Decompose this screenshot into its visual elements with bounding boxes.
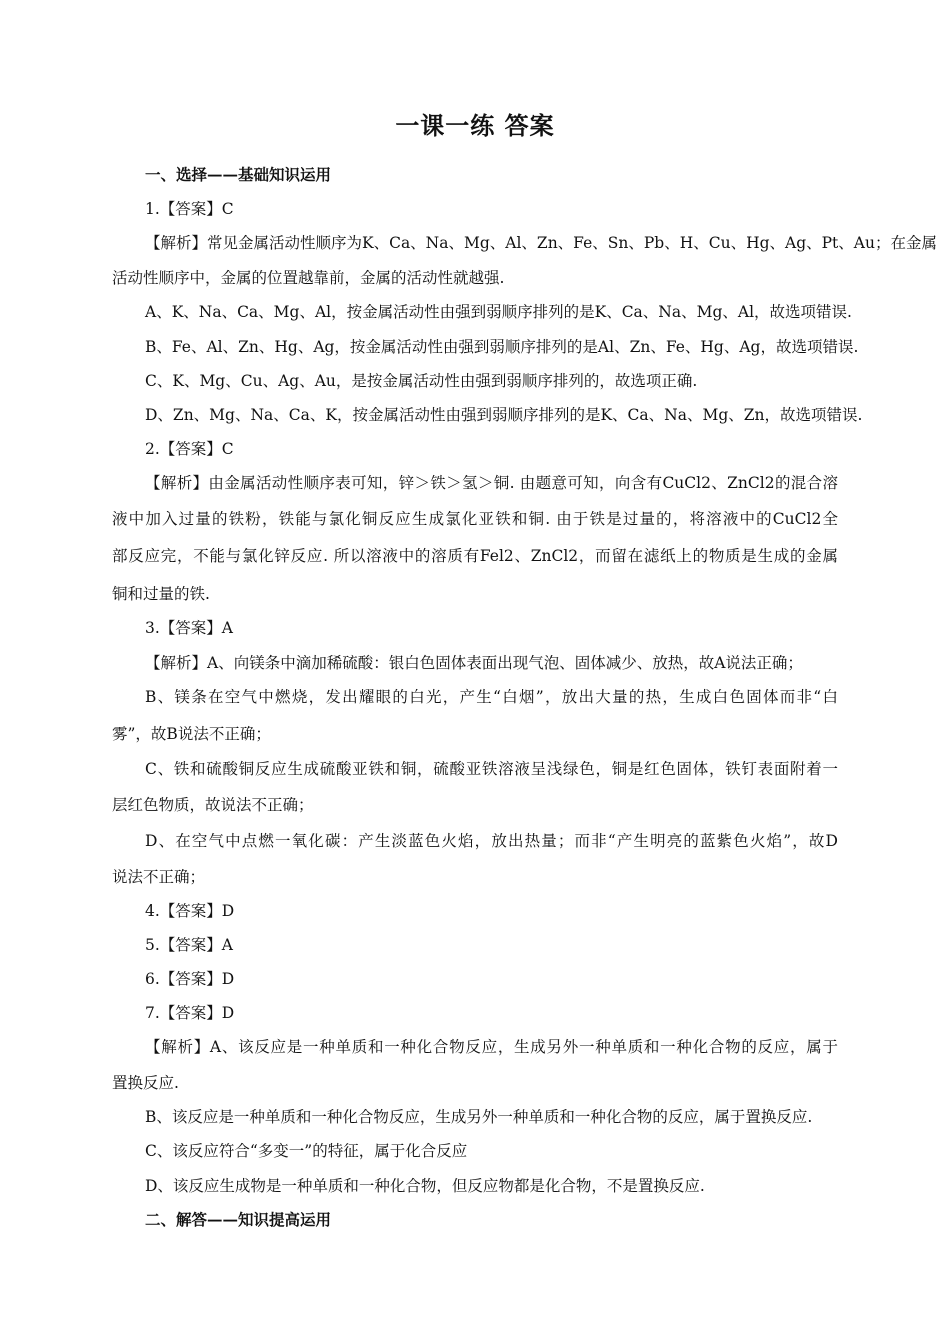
answer-5: 5.【答案】A: [145, 936, 233, 954]
analysis-3-line-5: 层红色物质，故说法不正确；: [112, 796, 314, 814]
answer-4: 4.【答案】D: [145, 902, 235, 920]
analysis-7-line-1: 【解析】A、该反应是一种单质和一种化合物反应，生成另外一种单质和一种化合物的反应，属于: [145, 1038, 838, 1056]
analysis-1-option-c: C、K、Mg、Cu、Ag、Au，是按金属活动性由强到弱顺序排列的，故选项正确.: [145, 372, 698, 390]
analysis-3-line-2: B、镁条在空气中燃烧，发出耀眼的白光，产生“白烟”，放出大量的热，生成白色固体而非“白: [145, 688, 838, 706]
analysis-1-option-a: A、K、Na、Ca、Mg、Al，按金属活动性由强到弱顺序排列的是K、Ca、Na、Mg、Al，故选项错误.: [145, 303, 852, 321]
analysis-7-option-b: B、该反应是一种单质和一种化合物反应，生成另外一种单质和一种化合物的反应，属于置换反应.: [145, 1108, 813, 1126]
analysis-2-line-1: 【解析】由金属活动性顺序表可知，锌＞铁＞氢＞铜. 由题意可知，向含有CuCl2、ZnCl2的混合溶: [145, 474, 838, 492]
analysis-7-option-d: D、该反应生成物是一种单质和一种化合物，但反应物都是化合物，不是置换反应.: [145, 1177, 705, 1195]
analysis-1-option-b: B、Fe、Al、Zn、Hg、Ag，按金属活动性由强到弱顺序排列的是Al、Zn、Fe、Hg、Ag，故选项错误.: [145, 338, 859, 356]
analysis-2-line-4: 铜和过量的铁.: [112, 585, 210, 603]
analysis-1-line-1: 【解析】常见金属活动性顺序为K、Ca、Na、Mg、Al、Zn、Fe、Sn、Pb、H、Cu、Hg、Ag、Pt、Au；在金属: [145, 234, 937, 252]
analysis-1-line-2: 活动性顺序中，金属的位置越靠前，金属的活动性就越强.: [112, 269, 505, 287]
analysis-3-line-4: C、铁和硫酸铜反应生成硫酸亚铁和铜，硫酸亚铁溶液呈浅绿色，铜是红色固体，铁钉表面附着一: [145, 760, 838, 778]
answer-6: 6.【答案】D: [145, 970, 235, 988]
page-title: 一课一练 答案: [395, 111, 555, 140]
section-heading-choice: 一、选择——基础知识运用: [145, 165, 332, 184]
analysis-1-option-d: D、Zn、Mg、Na、Ca、K，按金属活动性由强到弱顺序排列的是K、Ca、Na、Mg、Zn，故选项错误.: [145, 406, 863, 424]
section-heading-answer: 二、解答——知识提高运用: [145, 1210, 332, 1229]
analysis-3-line-1: 【解析】A、向镁条中滴加稀硫酸：银白色固体表面出现气泡、固体减少、放热，故A说法正确；: [145, 654, 803, 672]
analysis-2-line-3: 部反应完，不能与氯化锌反应. 所以溶液中的溶质有Fel2、ZnCl2，而留在滤纸上的物质是生成的金属: [112, 547, 838, 565]
answer-2: 2.【答案】C: [145, 440, 234, 458]
analysis-7-line-2: 置换反应.: [112, 1074, 179, 1092]
analysis-3-line-3: 雾”，故B说法不正确；: [112, 725, 271, 743]
analysis-3-line-7: 说法不正确；: [112, 868, 206, 886]
analysis-3-line-6: D、在空气中点燃一氧化碳：产生淡蓝色火焰，放出热量；而非“产生明亮的蓝紫色火焰”，故D: [145, 832, 838, 850]
analysis-7-option-c: C、该反应符合“多变一”的特征，属于化合反应: [145, 1142, 468, 1160]
analysis-2-line-2: 液中加入过量的铁粉，铁能与氯化铜反应生成氯化亚铁和铜. 由于铁是过量的，将溶液中的CuCl2全: [112, 510, 838, 528]
answer-3: 3.【答案】A: [145, 619, 233, 637]
answer-1: 1.【答案】C: [145, 200, 234, 218]
answer-7: 7.【答案】D: [145, 1004, 235, 1022]
